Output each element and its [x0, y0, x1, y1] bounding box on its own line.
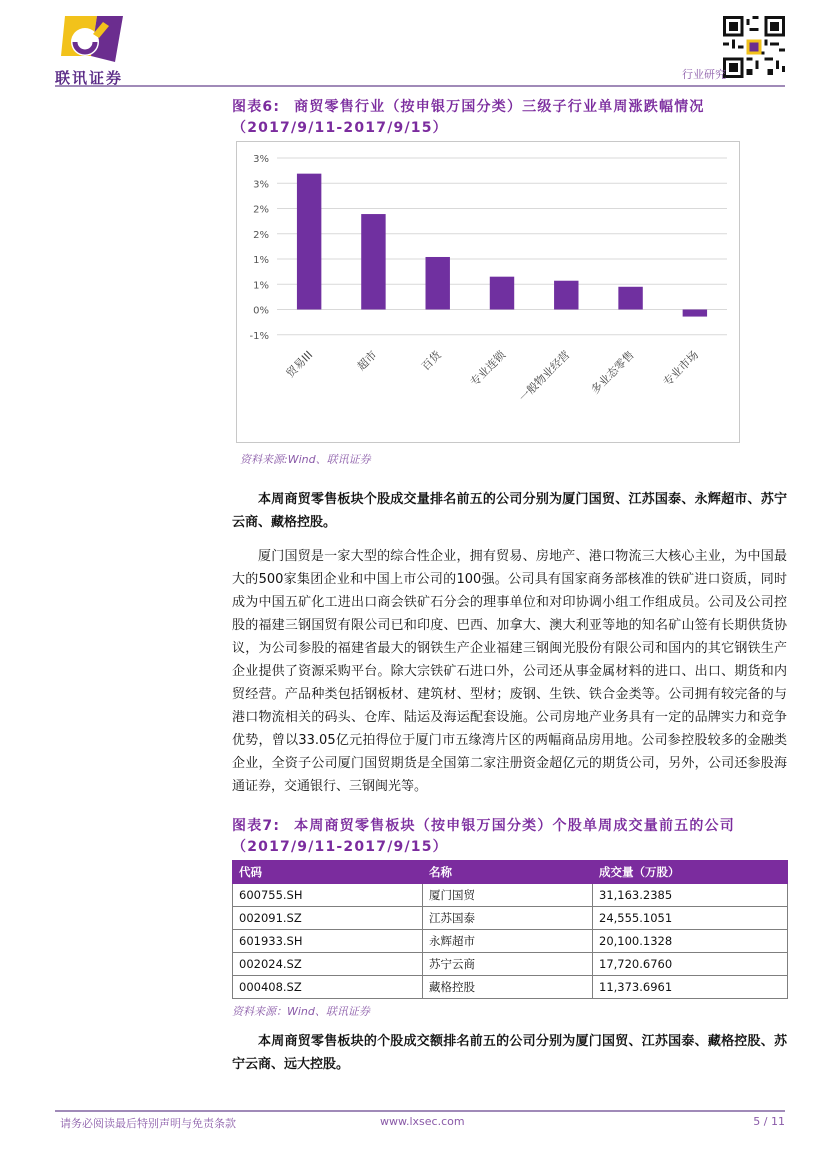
cell-code: 000408.SZ: [233, 976, 423, 999]
column-header-code: 代码: [233, 861, 423, 884]
bar-4: [490, 277, 514, 310]
footer-divider: [55, 1110, 785, 1112]
table-row: [233, 884, 788, 907]
cell-volume: 17,720.6760: [593, 953, 788, 976]
y-tick-label: 3%: [253, 154, 269, 165]
paragraph-volume-summary: 本周商贸零售板块个股成交量排名前五的公司分别为厦门国贸、江苏国泰、永辉超市、苏宁云商、藏格控股。: [232, 492, 787, 530]
cell-name: 厦门国贸: [423, 884, 593, 907]
figure6-date-range: （2017/9/11-2017/9/15）: [232, 120, 448, 136]
cell-volume: 24,555.1051: [593, 907, 788, 930]
figure6-title-text: 商贸零售行业（按申银万国分类）三级子行业单周涨跌幅情况: [294, 99, 705, 115]
cell-volume: 20,100.1328: [593, 930, 788, 953]
table-row: [233, 907, 788, 930]
table-row: [233, 930, 788, 953]
figure7-title-text: 本周商贸零售板块（按申银万国分类）个股单周成交量前五的公司: [294, 818, 735, 834]
y-tick-label: 2%: [253, 229, 269, 241]
y-tick-label: 0%: [253, 305, 269, 317]
x-category-label: 多业态零售: [588, 348, 637, 397]
cell-name: 江苏国泰: [423, 907, 593, 930]
page-number: 5 / 11: [753, 1115, 785, 1128]
paragraph-company-profile: 厦门国贸是一家大型的综合性企业，拥有贸易、房地产、港口物流三大核心主业，为中国最大的500家集团企业和中国上市公司的100强。公司具有国家商务部核准的铁矿进口资质，同时成为中国五矿化工进出口商会铁矿石分会的理事单位和对印协调小组工作组成员。公司及公司控股的福建三钢国贸有限公司已和印度、巴西、加拿大、澳大利亚等地的知名矿山签有长期供货协议，为公司参股的福建省最大的钢铁生产企业福建三钢闽光股份有限公司和国内的其它钢铁生产企业提供了资源采购平台。除大宗铁矿石进口外，公司还从事金属材料的进口、出口、期货和内贸经营。产品种类包括钢板材、建筑材、型材；废钢、生铁、铁合金类等。公司拥有较完备的与港口物流相关的码头、仓库、陆运及海运配套设施。公司房地产业务具有一定的品牌实力和竞争优势，曾以33.05亿元拍得位于厦门市五缘湾片区的两幅商品房用地。公司参控股较多的金融类企业，全资子公司厦门国贸期货是全国第二家注册资金超亿元的期货公司，另外，公司还参股海通证券，交通银行、三钢闽光等。: [232, 549, 787, 794]
figure7-number: 图表7:: [232, 818, 281, 834]
y-tick-label: 2%: [253, 204, 269, 216]
header-divider: [55, 85, 785, 87]
bar-6: [618, 287, 642, 310]
section-label: 行业研究: [682, 68, 726, 81]
table-header-row: [233, 861, 788, 884]
y-tick-label: 1%: [253, 255, 269, 266]
paragraph-turnover-summary: 本周商贸零售板块的个股成交额排名前五的公司分别为厦门国贸、江苏国泰、藏格控股、苏宁云商、远大控股。: [232, 1034, 787, 1072]
cell-name: 永辉超市: [423, 930, 593, 953]
column-header-name: 名称: [423, 861, 593, 884]
bar-1: [297, 174, 321, 310]
y-tick-label: 1%: [253, 280, 269, 292]
cell-volume: 31,163.2385: [593, 884, 788, 907]
figure7-title: [232, 816, 792, 858]
table-row: [233, 976, 788, 999]
x-category-label: 专业市场: [660, 348, 701, 389]
figure6-number: 图表6:: [232, 99, 281, 115]
bar-chart: [237, 142, 739, 442]
figure7-source: 资料来源：Wind、联讯证券: [232, 1005, 370, 1018]
y-tick-label: -1%: [249, 330, 269, 342]
figure7-date-range: （2017/9/11-2017/9/15）: [232, 839, 448, 855]
figure6-source: 资料来源:Wind、联讯证券: [240, 453, 371, 466]
x-category-label: 百货: [419, 348, 444, 374]
x-category-label: 超市: [354, 348, 380, 374]
cell-code: 600755.SH: [233, 884, 423, 907]
footer-disclaimer-link[interactable]: 请务必阅读最后特别声明与免责条款: [60, 1117, 236, 1130]
column-header-volume: 成交量（万股）: [593, 861, 788, 884]
x-category-label: 专业连锁: [467, 348, 509, 389]
footer-website-link[interactable]: www.lxsec.com: [380, 1115, 465, 1128]
y-tick-label: 3%: [253, 179, 269, 191]
cell-code: 002091.SZ: [233, 907, 423, 930]
bar-7: [683, 310, 707, 317]
table-row: [233, 953, 788, 976]
qr-code-icon: [723, 16, 785, 78]
brand-name: 联讯证券: [55, 69, 124, 87]
figure6-title: [232, 97, 792, 139]
cell-code: 601933.SH: [233, 930, 423, 953]
cell-name: 藏格控股: [423, 976, 593, 999]
figure6-chart: [236, 141, 740, 443]
x-category-label: 贸易III: [283, 348, 316, 381]
bar-3: [426, 257, 450, 310]
logo-mark-icon: [57, 12, 127, 66]
cell-code: 002024.SZ: [233, 953, 423, 976]
company-logo: [55, 12, 135, 87]
bar-5: [554, 281, 578, 310]
x-category-label: 一般物业经营: [516, 348, 573, 405]
cell-volume: 11,373.6961: [593, 976, 788, 999]
cell-name: 苏宁云商: [423, 953, 593, 976]
top-volume-table: [232, 860, 788, 999]
bar-2: [361, 214, 385, 309]
